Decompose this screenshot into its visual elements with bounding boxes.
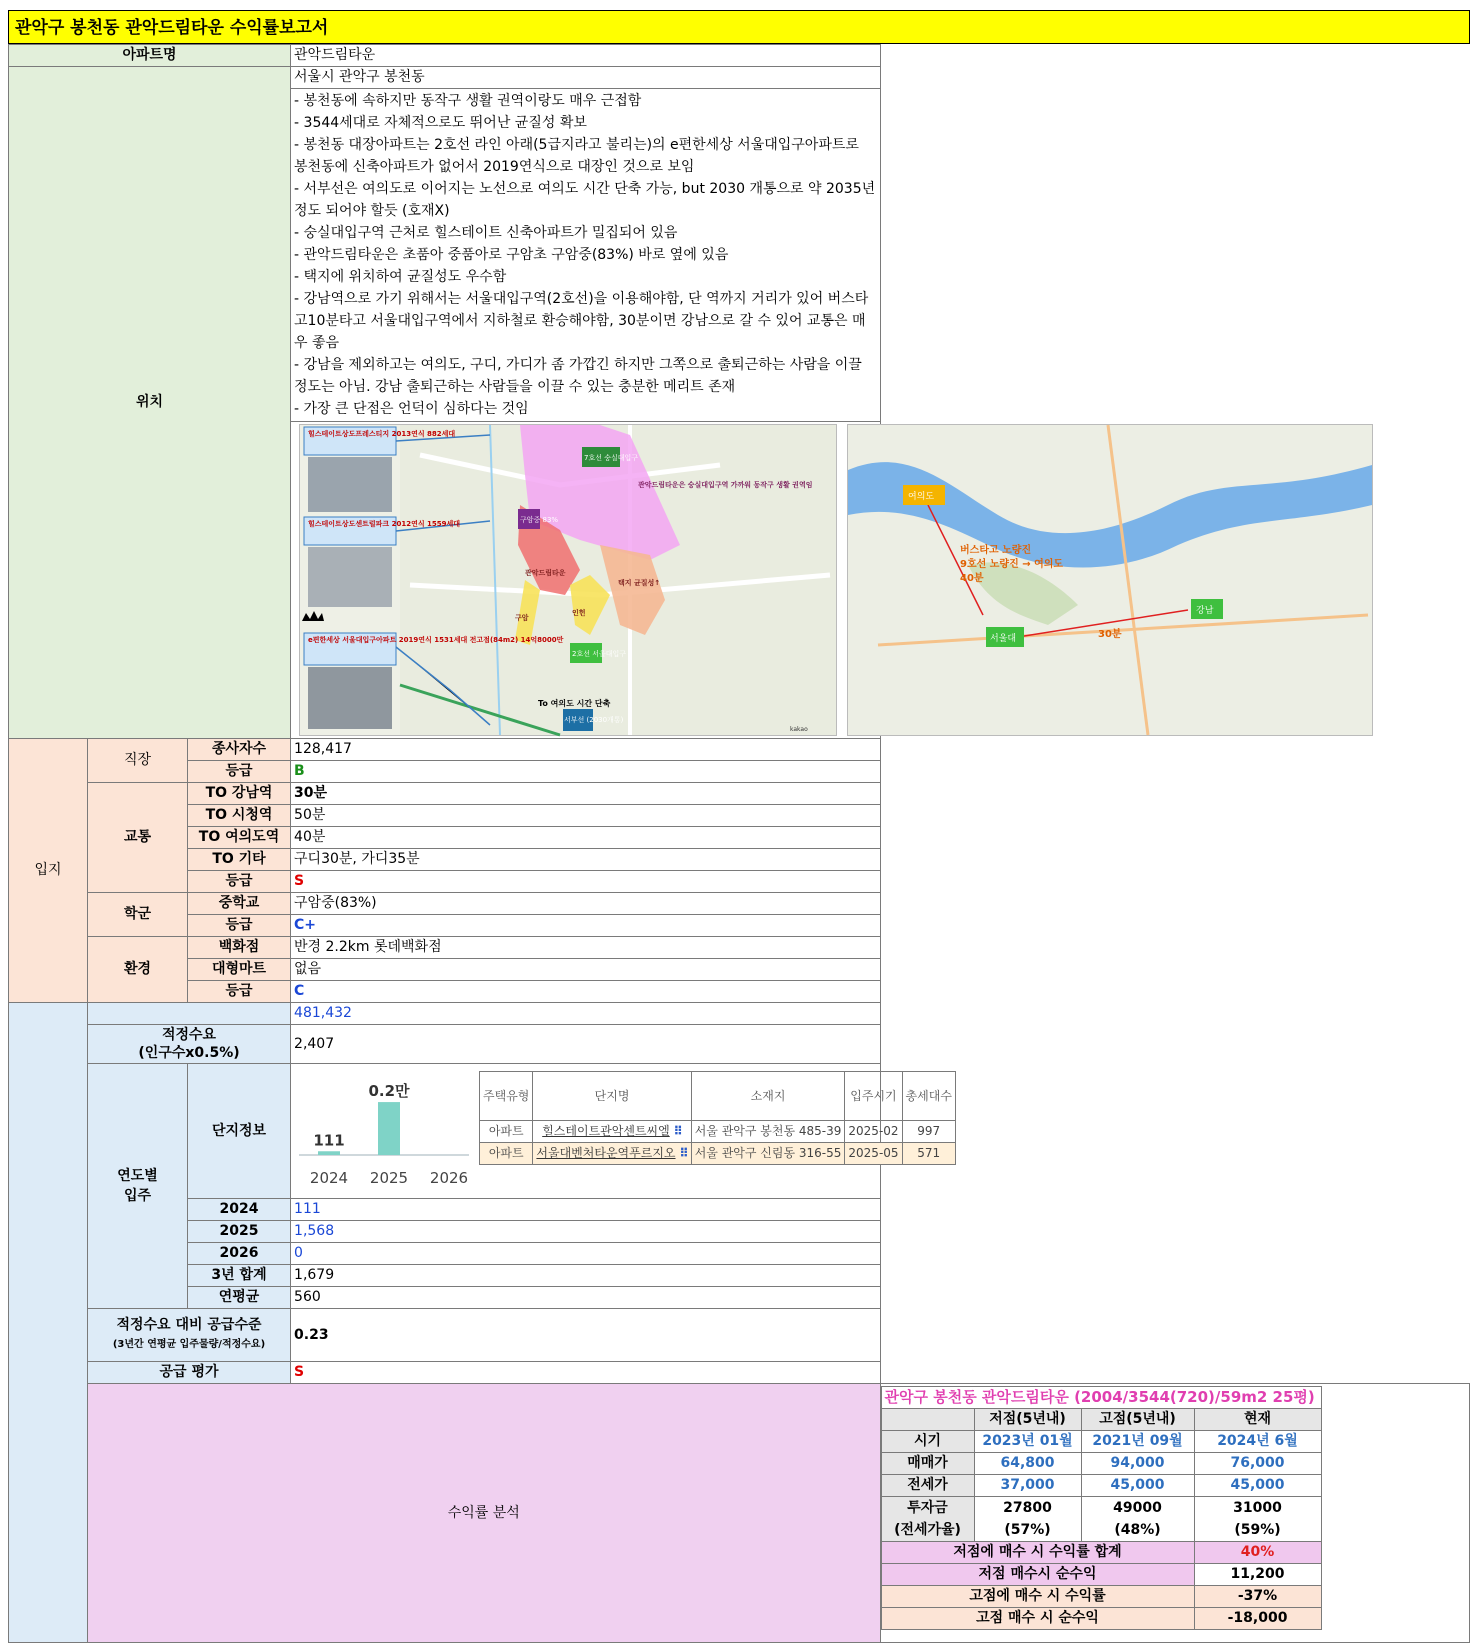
complex-row (480, 1143, 956, 1165)
note-item: - 봉천동에 속하지만 동작구 생활 권역이랑도 매우 근접함 (294, 93, 642, 109)
year-label: 2024 (188, 1199, 291, 1221)
yearly-label-1: 연도별 (117, 1168, 158, 1184)
env-grade-label: 등급 (188, 981, 291, 1003)
grid-icon[interactable]: ⠿ (673, 1124, 682, 1138)
apt-name-label: 아파트명 (9, 45, 291, 67)
total-label: 3년 합계 (188, 1265, 291, 1287)
chart-category-label: 2025 (369, 1169, 409, 1187)
chart-category-label: 2026 (429, 1169, 469, 1187)
complex-cell: 2025-02 (845, 1121, 902, 1143)
map1-inheon: 인헌 (572, 609, 586, 617)
population: 481,432 (291, 1003, 880, 1025)
map1-yeouido: To 여의도 시간 단축 (538, 699, 611, 708)
invest-label-1: 투자금 (907, 1500, 948, 1516)
transport-value: 구디30분, 가디35분 (291, 849, 880, 871)
summary-label: 저점에 매수 시 수익률 합계 (881, 1542, 1194, 1564)
profit-col: 현재 (1194, 1409, 1321, 1431)
map1-callout-1: 힐스테이트상도프레스티지 2013연식 882세대 (308, 430, 456, 438)
demand: 2,407 (291, 1025, 880, 1064)
summary-value: 40% (1194, 1542, 1321, 1564)
map1-station-7: 7호선 숭실대입구 (584, 454, 639, 462)
profit-row-label: 시기 (881, 1431, 974, 1453)
invest-label-2: (전세가율) (894, 1522, 961, 1538)
commute-map (847, 424, 1373, 736)
year-label: 2026 (188, 1243, 291, 1265)
complex-cell: 2025-05 (845, 1143, 902, 1165)
env-mart-label: 대형마트 (188, 959, 291, 981)
complex-label: 단지정보 (188, 1064, 291, 1199)
profit-header: 관악구 봉천동 관악드림타운 (2004/3544(720)/59m2 25평) (881, 1387, 1321, 1409)
map1-seobu: 서부선 (2030개통) (564, 716, 624, 724)
chart-data-label: 111 (313, 1131, 345, 1150)
env-grade: C (291, 981, 880, 1003)
transport-key: TO 강남역 (188, 783, 291, 805)
map1-kakao: kakao (790, 726, 808, 733)
profit-row-label: 전세가 (881, 1475, 974, 1497)
ratio-label-2: (3년간 연평균 입주물량/적정수요) (112, 1339, 266, 1350)
complex-col-header: 총세대수 (902, 1072, 955, 1121)
location-label: 위치 (9, 67, 291, 739)
address: 서울시 관악구 봉천동 (291, 67, 880, 89)
demand-label (88, 1025, 291, 1064)
maps-cell (291, 422, 1214, 739)
school-mid: 구암중(83%) (291, 893, 880, 915)
note-item: - 관악드림타운은 초품아 중품아로 구암초 구암중(83%) 바로 옆에 있음 (294, 247, 729, 263)
note-item: - 가장 큰 단점은 언덕이 심하다는 것임 (294, 401, 529, 417)
year-value: 111 (291, 1199, 880, 1221)
notes (291, 89, 880, 422)
year-label: 2025 (188, 1221, 291, 1243)
profit-label: 수익률 분석 (88, 1384, 881, 1643)
year-value: 1,568 (291, 1221, 880, 1243)
map1-station-2: 2호선 서울대입구 (572, 650, 627, 658)
complex-col-header: 입주시기 (845, 1072, 902, 1121)
complex-widget (291, 1064, 952, 1199)
avg-value: 560 (291, 1287, 880, 1309)
env-mart: 없음 (291, 959, 880, 981)
local-map-svg (300, 425, 836, 735)
eval-value: S (291, 1362, 880, 1384)
report-sheet (8, 10, 1470, 1643)
complex-cell: 아파트 (480, 1143, 533, 1165)
ratio-label-1: 적정수요 대비 공급수준 (116, 1317, 262, 1333)
supply-bar-chart (299, 1071, 469, 1191)
profit-cell (880, 1384, 1469, 1643)
commute-map-svg (848, 425, 1372, 735)
transport-key: TO 기타 (188, 849, 291, 871)
complex-row (480, 1121, 956, 1143)
year-value: 0 (291, 1243, 880, 1265)
note-item: - 숭실대입구역 근처로 힐스테이트 신축아파트가 밀집되어 있음 (294, 225, 678, 241)
transport-key: TO 시청역 (188, 805, 291, 827)
chart-bar (378, 1102, 400, 1155)
workers-label: 종사자수 (188, 739, 291, 761)
profit-value: 64,800 (974, 1453, 1081, 1475)
env-label: 환경 (88, 937, 188, 1003)
invest-value: 49000 (48%) (1081, 1497, 1194, 1542)
profit-value: 45,000 (1194, 1475, 1321, 1497)
map1-school: 구암중 83% (520, 516, 559, 524)
map2-line9: 9호선 노량진 → 여의도 (960, 559, 1064, 570)
map2-40min: 40분 (960, 573, 984, 584)
ratio-label (88, 1309, 291, 1362)
chart-bar (318, 1151, 340, 1155)
summary-value: -37% (1194, 1586, 1321, 1608)
map2-yeouido: 여의도 (908, 492, 935, 502)
map1-callout-2: 힐스테이트상도센트럴파크 2012연식 1559세대 (308, 520, 461, 528)
map2-gangnam: 강남 (1196, 606, 1214, 616)
workers-value: 128,417 (291, 739, 880, 761)
demand-label-1: 적정수요 (161, 1027, 217, 1043)
map1-apt: 관악드림타운 (525, 569, 566, 577)
transport-value: 40분 (291, 827, 880, 849)
profit-value: 76,000 (1194, 1453, 1321, 1475)
invest-label (881, 1497, 974, 1542)
complex-name-link[interactable] (533, 1143, 691, 1165)
map1-callout-3: e편한세상 서울대입구아파트 2019연식 1531세대 전고점(84m2) 14억8000만 (308, 636, 564, 644)
complex-table (479, 1071, 956, 1165)
summary-label: 고점 매수 시 순수익 (881, 1608, 1194, 1630)
school-grade: C+ (291, 915, 880, 937)
complex-col-header: 주택유형 (480, 1072, 533, 1121)
job-label: 직장 (88, 739, 188, 783)
summary-label: 저점 매수시 순수익 (881, 1564, 1194, 1586)
report-title: 관악구 봉천동 관악드림타운 수익률보고서 (8, 10, 1470, 44)
transport-value: 30분 (291, 783, 880, 805)
profit-value: 94,000 (1081, 1453, 1194, 1475)
transport-key: TO 여의도역 (188, 827, 291, 849)
complex-col-header: 단지명 (533, 1072, 691, 1121)
school-grade-label: 등급 (188, 915, 291, 937)
note-item: - 봉천동 대장아파트는 2호선 라인 아래(5급지라고 불리는)의 e편한세상 서울대입구아파트로 봉천동에 신축아파트가 없어서 2019연식으로 대장인 것으로 보임 (294, 137, 859, 175)
invest-value: 31000 (59%) (1194, 1497, 1321, 1542)
chart-category-label: 2024 (309, 1169, 349, 1187)
note-item: - 강남을 제외하고는 여의도, 구디, 가디가 좀 가깝긴 하지만 그쪽으로 출퇴근하는 사람을 이끌 정도는 아님. 강남 출퇴근하는 사람들을 이끌 수 있는 충분한 메리트 존재 (294, 357, 862, 395)
map2-30min: 30분 (1098, 629, 1122, 640)
job-grade-label: 등급 (188, 761, 291, 783)
transport-grade-label: 등급 (188, 871, 291, 893)
summary-label: 고점에 매수 시 수익률 (881, 1586, 1194, 1608)
population-label (88, 1003, 291, 1025)
chart-data-label: 0.2만 (368, 1082, 410, 1101)
map2-bus: 버스타고 노량진 (960, 545, 1032, 556)
school-mid-label: 중학교 (188, 893, 291, 915)
complex-cell: 서울 관악구 신림동 316-55 (691, 1143, 845, 1165)
profit-value: 2023년 01월 (974, 1431, 1081, 1453)
eval-label: 공급 평가 (88, 1362, 291, 1384)
profit-table (881, 1386, 1322, 1630)
invest-value: 27800 (57%) (974, 1497, 1081, 1542)
ratio-value: 0.23 (291, 1309, 880, 1362)
avg-label: 연평균 (188, 1287, 291, 1309)
profit-value: 2021년 09월 (1081, 1431, 1194, 1453)
profit-value: 45,000 (1081, 1475, 1194, 1497)
complex-name[interactable]: 서울대벤처타운역푸르지오 (536, 1146, 676, 1160)
complex-cell: 아파트 (480, 1121, 533, 1143)
complex-col-header: 소재지 (691, 1072, 845, 1121)
transport-label: 교통 (88, 783, 188, 893)
note-item: - 택지에 위치하여 균질성도 우수함 (294, 269, 507, 285)
transport-value: 50분 (291, 805, 880, 827)
env-dept: 반경 2.2km 롯데백화점 (291, 937, 880, 959)
demand-label-2: (인구수x0.5%) (138, 1045, 240, 1061)
yearly-label-2: 입주 (123, 1188, 152, 1204)
map1-guam: 구암 (515, 614, 529, 622)
supply-side (9, 1003, 88, 1643)
profit-col: 고점(5년내) (1081, 1409, 1194, 1431)
complex-cell: 서울 관악구 봉천동 485-39 (691, 1121, 845, 1143)
note-item: - 강남역으로 가기 위해서는 서울대입구역(2호선)을 이용해야함, 단 역까지 거리가 있어 버스타고10분타고 서울대입구역에서 지하철로 환승해야함, 30분이면 강남으로 갈 수 있어 교통은 매우 좋음 (294, 291, 869, 351)
local-map (299, 424, 837, 736)
grid-icon[interactable]: ⠿ (679, 1146, 688, 1160)
supply-bar-chart-svg (299, 1071, 469, 1191)
report-table (8, 44, 1470, 1643)
complex-cell: 571 (902, 1143, 955, 1165)
profit-value: 37,000 (974, 1475, 1081, 1497)
profit-corner (881, 1409, 974, 1431)
note-item: - 3544세대로 자체적으로도 뛰어난 균질성 확보 (294, 115, 587, 131)
yearly-label (88, 1064, 188, 1309)
profit-row-label: 매매가 (881, 1453, 974, 1475)
complex-name-link[interactable] (533, 1121, 691, 1143)
map1-note: 관악드림타운은 숭실대입구역 가까워 동작구 생활 권역임 (638, 481, 813, 489)
map2-snu: 서울대 (990, 634, 1017, 644)
complex-cell: 997 (902, 1121, 955, 1143)
ipji-label: 입지 (9, 739, 88, 1003)
complex-name[interactable]: 힐스테이트관악센트씨엘 (542, 1124, 670, 1138)
job-grade: B (291, 761, 880, 783)
profit-col: 저점(5년내) (974, 1409, 1081, 1431)
summary-value: 11,200 (1194, 1564, 1321, 1586)
profit-value: 2024년 6월 (1194, 1431, 1321, 1453)
note-item: - 서부선은 여의도로 이어지는 노선으로 여의도 시간 단축 가능, but 2030 개통으로 약 2035년 정도 되어야 할듯 (호재X) (294, 181, 876, 219)
env-dept-label: 백화점 (188, 937, 291, 959)
school-label: 학군 (88, 893, 188, 937)
transport-grade: S (291, 871, 880, 893)
total-value: 1,679 (291, 1265, 880, 1287)
summary-value: -18,000 (1194, 1608, 1321, 1630)
apt-name: 관악드림타운 (291, 45, 880, 67)
map1-tract: 택지 균질성↑ (618, 579, 661, 587)
